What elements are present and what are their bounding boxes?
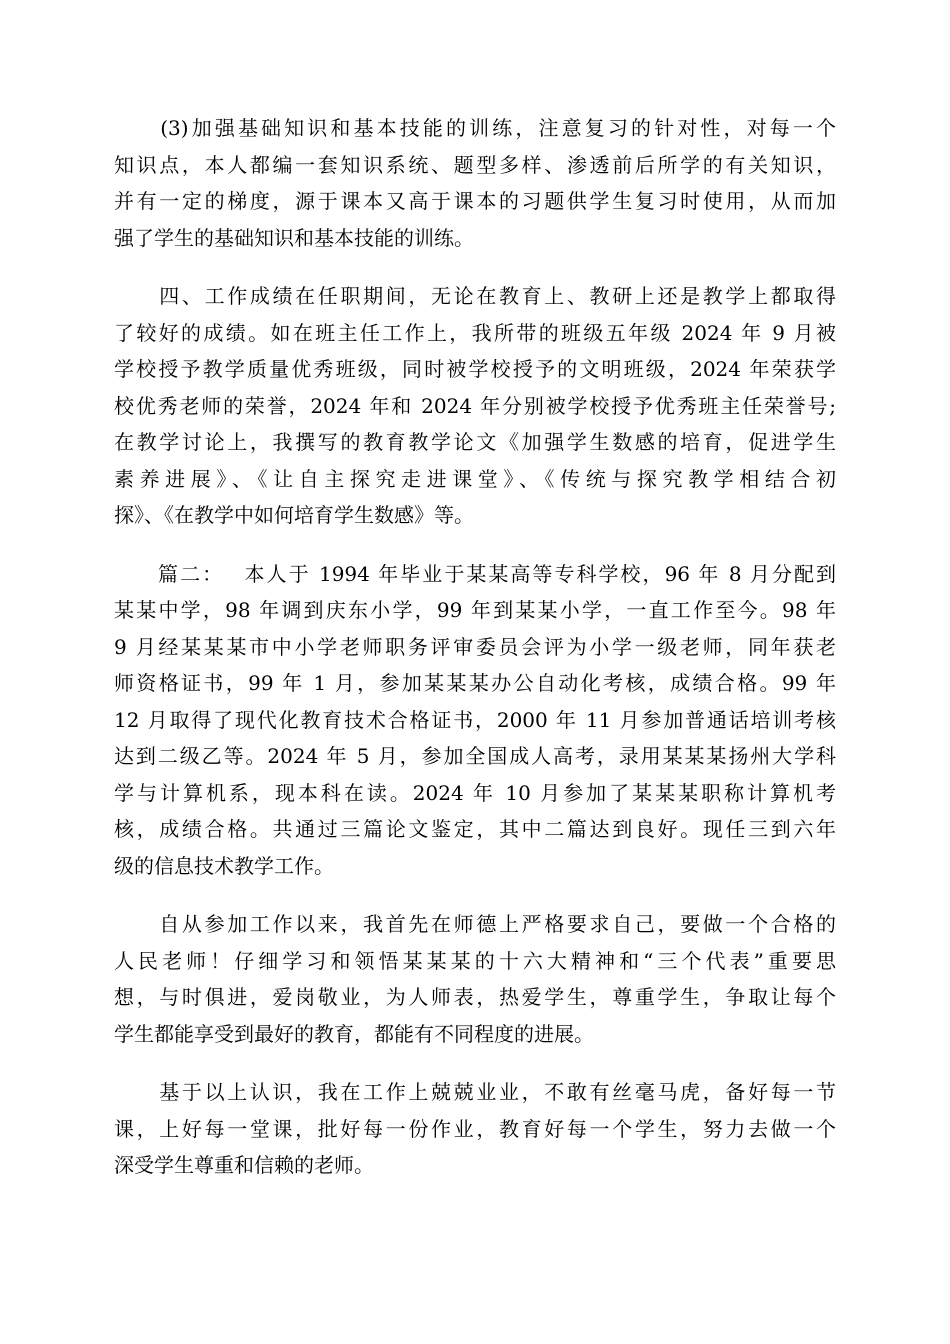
text-line: 在教学讨论上，我撰写的教育教学论文《加强学生数感的培育，促进学生 — [114, 430, 836, 454]
text-line: 探》、《在教学中如何培育学生数感》等。 — [114, 503, 474, 527]
text-line: 知识点，本人都编一套知识系统、题型多样、渗透前后所学的有关知识， — [114, 152, 836, 177]
text-line: 篇二： 本人于 1994 年毕业于某某高等专科学校，96 年 8 月分配到 — [114, 561, 836, 586]
text-line: 基于以上认识，我在工作上兢兢业业，不敢有丝毫马虎，备好每一节 — [114, 1080, 836, 1104]
text-line: (3)加强基础知识和基本技能的训练，注意复习的针对性，对每一个 — [114, 116, 836, 140]
text-line: 并有一定的梯度，源于课本又高于课本的习题供学生复习时使用，从而加 — [114, 189, 836, 213]
text-line: 校优秀老师的荣誉，2024 年和 2024 年分别被学校授予优秀班主任荣誉号; — [114, 393, 836, 418]
paragraph-review-training — [114, 110, 836, 256]
text-line: 素养进展》、《让自主探究走进课堂》、《传统与探究教学相结合初 — [114, 466, 836, 491]
text-line: 学校授予教学质量优秀班级，同时被学校授予的文明班级，2024 年荣获学 — [114, 357, 836, 381]
text-line: 学生都能享受到最好的教育，都能有不同程度的进展。 — [114, 1021, 594, 1046]
text-line: 达到二级乙等。2024 年 5 月，参加全国成人高考，录用某某某扬州大学科 — [114, 744, 836, 768]
text-line: 学与计算机系，现本科在读。2024 年 10 月参加了某某某职称计算机考 — [114, 780, 836, 805]
document-page — [114, 110, 836, 1206]
text-line: 强了学生的基础知识和基本技能的训练。 — [114, 225, 474, 250]
text-line: 深受学生尊重和信赖的老师。 — [114, 1153, 374, 1177]
text-line: 12 月取得了现代化教育技术合格证书，2000 年 11 月参加普通话培训考核 — [114, 707, 836, 732]
text-line: 核，成绩合格。共通过三篇论文鉴定，其中二篇达到良好。现任三到六年 — [114, 817, 836, 841]
text-line: 某某中学，98 年调到庆东小学，99 年到某某小学，一直工作至今。98 年 — [114, 598, 836, 622]
paragraph-part-two — [114, 556, 836, 885]
text-line: 级的信息技术教学工作。 — [114, 853, 334, 878]
text-line: 课，上好每一堂课，批好每一份作业，教育好每一个学生，努力去做一个 — [114, 1116, 836, 1141]
text-line: 了较好的成绩。如在班主任工作上，我所带的班级五年级 2024 年 9 月被 — [114, 320, 836, 345]
text-line: 自从参加工作以来，我首先在师德上严格要求自己，要做一个合格的 — [114, 912, 836, 936]
text-line: 9 月经某某某市中小学老师职务评审委员会评为小学一级老师，同年获老 — [114, 634, 836, 659]
paragraph-diligent-work — [114, 1074, 836, 1184]
paragraph-teacher-ethics — [114, 906, 836, 1052]
text-line: 四、工作成绩在任职期间，无论在教育上、教研上还是教学上都取得 — [114, 284, 836, 308]
text-line: 想，与时俱进，爱岗敬业，为人师表，热爱学生，尊重学生，争取让每个 — [114, 985, 836, 1009]
paragraph-work-achievements — [114, 278, 836, 534]
text-line: 师资格证书，99 年 1 月，参加某某某办公自动化考核，成绩合格。99 年 — [114, 671, 836, 695]
text-line: 人民老师！仔细学习和领悟某某某的十六大精神和“三个代表”重要思 — [114, 948, 836, 973]
